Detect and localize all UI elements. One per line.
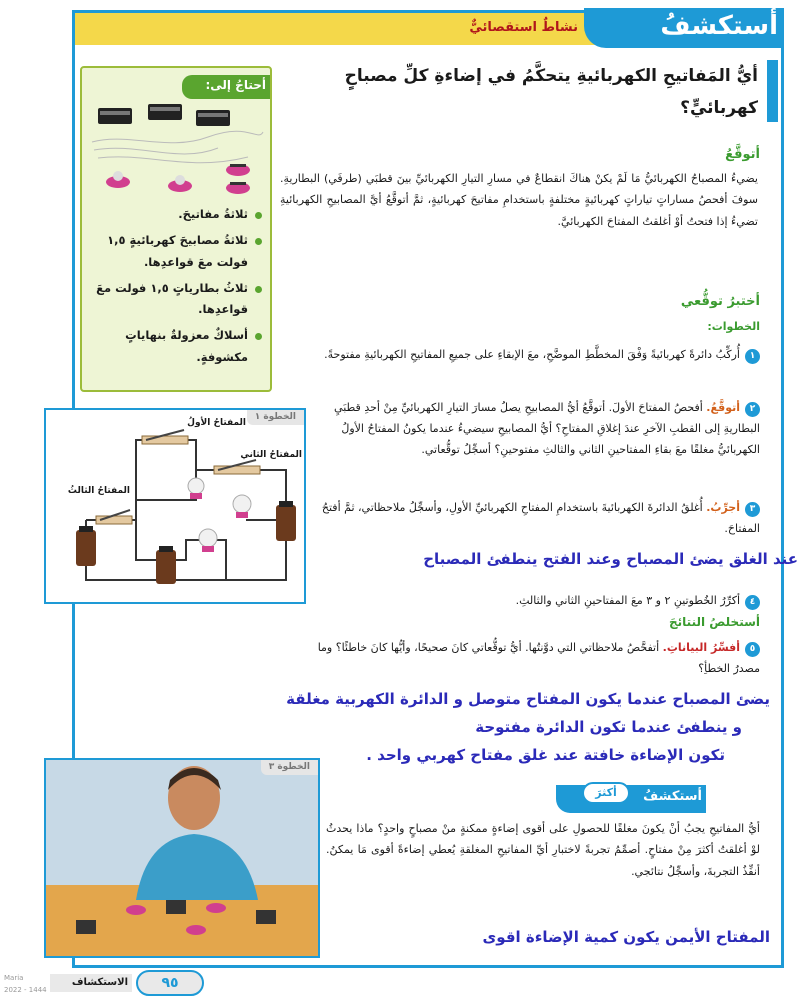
switch-icon: [142, 430, 188, 444]
battery-icon: [148, 104, 182, 120]
step-tag: الخطوة ٣: [261, 760, 318, 775]
more-badge: أكثرَ: [582, 782, 630, 804]
explore-more-title: أستكشفُ: [643, 789, 702, 804]
bulb-base-icon: [106, 171, 130, 188]
handwritten-conclusion-1: يضئ المصباح عندما يكون المفتاح متوصل و الدائرة الكهربية مغلقة: [286, 690, 770, 708]
step-text: أُركِّبُ دائرةً كهربائيةً وَفْقَ المخطَّطِ الموضَّحِ، معَ الإبقاءِ على جميعِ المفاتيحِ الكهربائيةِ مفتوحةً.: [324, 348, 740, 361]
switch-3-label: المفتاحُ الثالثُ: [67, 486, 130, 496]
conclusions-heading: أستخلصُ النتائجَ: [669, 615, 760, 629]
battery-icon: [98, 108, 132, 124]
page-title: أستكشفُ: [660, 11, 778, 41]
battery-icon: [76, 526, 96, 566]
footer-year: 2022 - 1444: [4, 986, 47, 994]
handwritten-conclusion-2: و ينطفئ عندما تكون الدائرة مفتوحة: [475, 718, 742, 736]
switch-1-label: المفتاحُ الأولُ: [187, 418, 246, 428]
battery-icon: [156, 546, 176, 584]
step-5: [300, 638, 760, 680]
steps-label: الخطوات:: [707, 320, 760, 333]
bulb-icon: [188, 478, 204, 499]
switch-icon: [226, 164, 250, 176]
step-keyword: أجرِّبُ.: [706, 501, 740, 514]
step-number: ٤: [745, 595, 760, 610]
step-tag: الخطوة ١: [247, 410, 304, 425]
page-number: ٩٥: [136, 970, 204, 996]
test-heading: أختبرُ توقُّعي: [680, 294, 760, 309]
step-1: [300, 345, 760, 366]
materials-item: أسلاكٌ معزولةٌ بنهاياتٍ مكشوفةٍ.: [84, 325, 262, 368]
step-4: [300, 591, 760, 612]
materials-item: ثلاثُ بطارياتٍ ١,٥ فولت معَ قواعدِها.: [84, 278, 262, 321]
step-number: ١: [745, 349, 760, 364]
footer-section-label: الاستكشاف: [50, 974, 132, 992]
step-2: [300, 398, 760, 461]
handwritten-answer-1: عند الغلق يضئ المصباح وعند الفتح ينطفئ المصباح: [423, 550, 798, 568]
circuit-figure: [44, 408, 306, 604]
step-number: ٣: [745, 502, 760, 517]
student-photo: [46, 760, 318, 956]
materials-illustration: [88, 102, 264, 197]
materials-item: ثلاثةُ مفاتيحَ.: [84, 204, 262, 225]
question-marker: [767, 60, 778, 122]
predict-heading: أتوقَّعُ: [725, 147, 760, 162]
step-number: ٢: [745, 402, 760, 417]
battery-icon: [276, 501, 296, 541]
battery-icon: [196, 110, 230, 126]
main-question: أيُّ المَفاتيحِ الكهربائيةِ يتحكَّمُ في إضاءةِ كلِّ مصباحٍ كهربائيٍّ؟: [344, 66, 758, 119]
bulb-base-icon: [168, 175, 192, 192]
switch-icon: [96, 510, 132, 524]
step-text: أفحصُ المفتاحَ الأولَ. أتوقَّعُ أيُّ المصابيحِ يصلُ مسارَ التيارِ الكهربائيِّ مِنْ أحدِ قطبَيِ البطاريةِ إلى القطبِ الآخرِ عندَ إغلاقِ المفتاحِ؟ أيُّ المصابيحِ سيضيءُ عندما يكونُ المفتاحُ الأولُ الكهربائيُّ مغلقًا معَ بقاءِ المفتاحينِ الثاني والثالثِ مفتوحينِ؟ أسجِّلُ توقُّعاتي.: [334, 401, 760, 456]
step-3: [300, 498, 760, 540]
activity-label: نشاطٌ استقصائيٌّ: [469, 20, 578, 35]
photo-figure: [44, 758, 320, 958]
step-text: أتفحَّصُ ملاحظاتي التي دوَّنتُها. أيُّ توقُّعاتي كانَ صحيحًا، وأيُّها كانَ خاطئًا؟ وما مصدرُ الخطأِ؟: [317, 641, 760, 675]
materials-item: ثلاثةُ مصابيحَ كهربائيةٍ ١,٥ فولت معَ قواعدِها.: [84, 230, 262, 273]
wires-art: [92, 131, 263, 163]
explore-more-text: أيُّ المفاتيحِ يجبُ أنْ يكونَ مغلقًا للحصولِ على أقوى إضاءةٍ ممكنةٍ منْ مصباحٍ واحدٍ؟ ماذا يحدثُ لوْ أغلقتُ أكثرَ مِنْ مفتاحٍ. أصمِّمُ تجربةً لاختبارِ أيِّ المفاتيحِ المغلقةِ يُعطي إضاءةً أقوى مَا يمكنُ. أنفِّذُ التجربةَ، وأسجِّلُ نتائجي.: [326, 822, 760, 878]
footer-meta: Maria: [4, 974, 24, 982]
materials-list: [84, 204, 262, 373]
step-text: أُغلقُ الدائرةَ الكهربائيةَ باستخدامِ المفتاحِ الكهربائيِّ الأولِ، وأسجِّلُ ملاحظاتي، ثمَّ أفتحُ المفتاحَ.: [321, 501, 760, 535]
step-keyword: أتوقَّعُ.: [706, 401, 740, 414]
circuit-diagram: [46, 410, 304, 602]
bulb-icon: [199, 529, 217, 552]
predict-text: يضيءُ المصباحُ الكهربائيُّ مَا لَمْ يكنْ هناكَ انقطاعٌ في مسارِ التيارِ الكهربائيِّ بينَ قطبَي (طرفَي) البطاريةِ. سوفَ أفحصُ مساراتٍ تياراتٍ كهربائيةٍ مختلفةٍ باستخدامِ مفاتيحَ كهربائيةٍ، ثمَّ أتوقَّعُ أيَّ المصابيحِ الكهربائيةِ تضيءُ إذا فتحتُ أوْ أغلقتُ المفتاحَ الكهربائيَّ.: [280, 172, 758, 228]
step-keyword: أفسِّرُ البياناتِ.: [662, 641, 740, 654]
student-figure: [136, 766, 258, 900]
materials-title: أحتاجُ إلى:: [205, 78, 266, 92]
step-text: أكرِّرُ الخُطوتينِ ٢ و ٣ معَ المفتاحينِ الثاني والثالثِ.: [515, 594, 740, 607]
step-number: ٥: [745, 642, 760, 657]
handwritten-conclusion-3: تكون الإضاءة خافتة عند غلق مفتاح كهربي واحد .: [366, 746, 725, 764]
switch-2-label: المفتاحُ الثاني: [240, 450, 302, 460]
bulb-icon: [233, 495, 251, 518]
switch-icon: [226, 182, 250, 194]
switch-icon: [214, 460, 260, 474]
handwritten-explore-answer: المفتاح الأيمن يكون كمية الإضاءة اقوى: [482, 928, 770, 946]
